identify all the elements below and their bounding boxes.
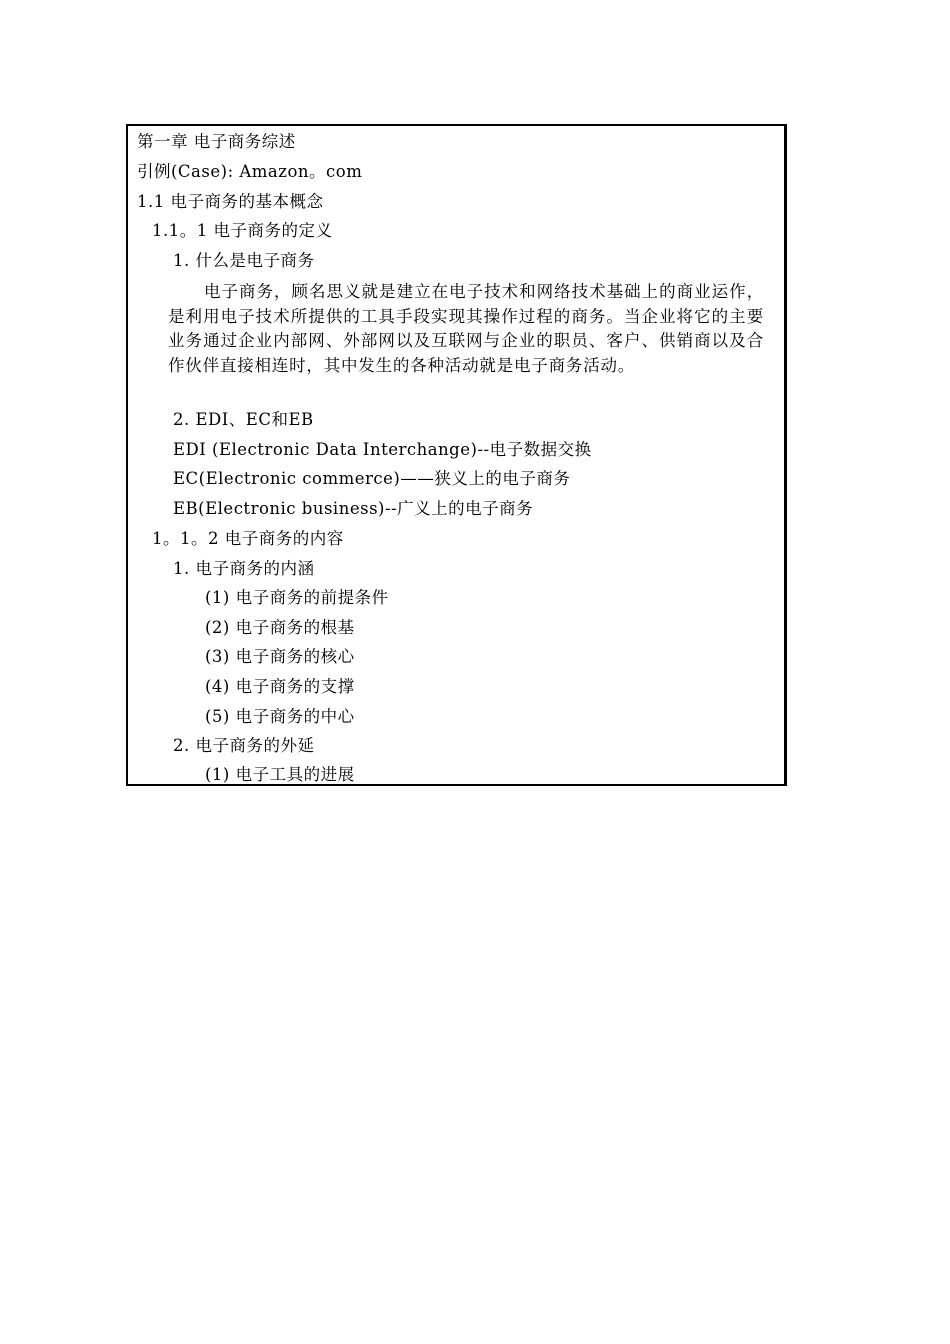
list-item: (4) 电子商务的支撑 [205, 677, 355, 696]
list-item: (5) 电子商务的中心 [205, 707, 355, 726]
item-connotation: 1. 电子商务的内涵 [173, 559, 315, 578]
edi-definition: EDI (Electronic Data Interchange)--电子数据交换 [173, 440, 592, 459]
section-heading-1-1-2: 1。1。2 电子商务的内容 [152, 529, 344, 548]
list-item: (1) 电子工具的进展 [205, 765, 355, 784]
definition-paragraph: 电子商务，顾名思义就是建立在电子技术和网络技术基础上的商业运作，是利用电子技术所提供的工具手段实现其操作过程的商务。当企业将它的主要业务通过企业内部网、外部网以及互联网与企业的职员、客户、供销商以及合作伙伴直接相连时，其中发生的各种活动就是电子商务活动。 [168, 282, 764, 375]
eb-definition: EB(Electronic business)--广义上的电子商务 [173, 499, 534, 518]
section-heading-1-1: 1.1 电子商务的基本概念 [137, 192, 324, 211]
ec-definition: EC(Electronic commerce)——狭义上的电子商务 [173, 469, 571, 488]
case-line: 引例(Case): Amazon。com [137, 162, 363, 181]
item-extension: 2. 电子商务的外延 [173, 736, 315, 755]
list-item: (1) 电子商务的前提条件 [205, 588, 389, 607]
item-edi-ec-eb: 2. EDI、EC和EB [173, 410, 314, 429]
list-item: (2) 电子商务的根基 [205, 618, 355, 637]
item-what-is-ecommerce: 1. 什么是电子商务 [173, 251, 315, 270]
list-item: (3) 电子商务的核心 [205, 647, 355, 666]
section-heading-1-1-1: 1.1。1 电子商务的定义 [152, 221, 333, 240]
chapter-title: 第一章 电子商务综述 [137, 132, 296, 151]
